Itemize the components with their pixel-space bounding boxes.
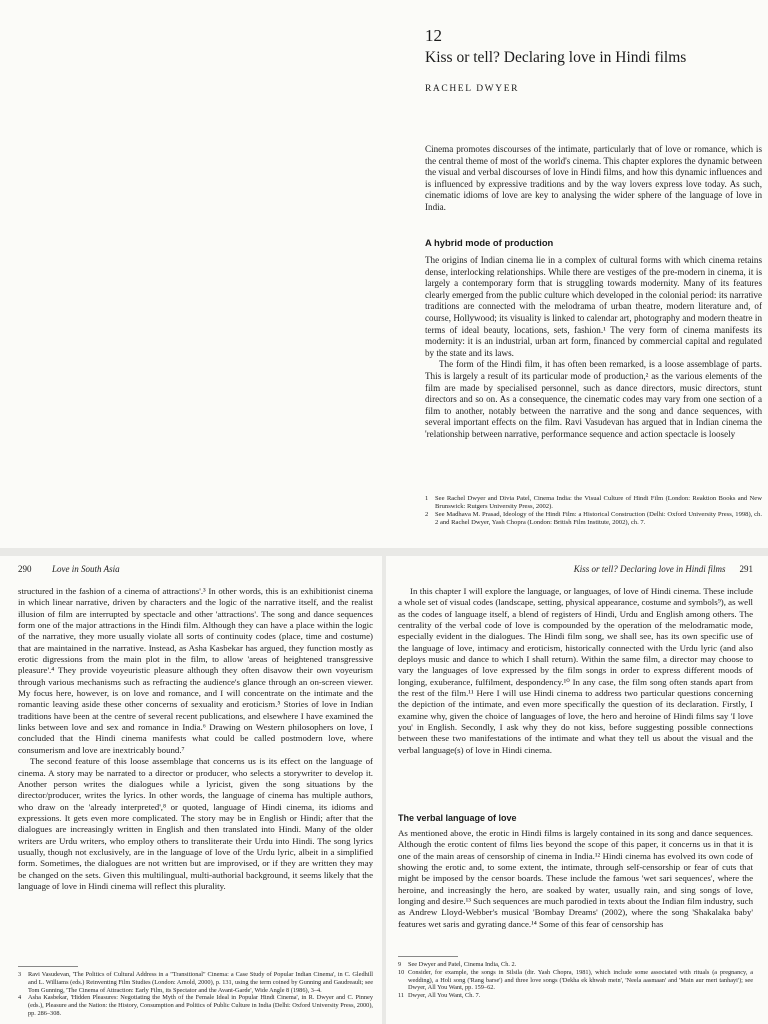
footnote-text: Consider, for example, the songs in Silsila (dir. Yash Chopra, 1981), which include some associated with rituals (a pregnancy, a wedding), a Holi song ('Rang barse') and three love songs ('Dekha ek khwab mein', 'Neela aasmaan' and 'Main aur meri tanhayi'); see Dwyer, All You Want, pp. 159–62. (408, 968, 753, 992)
footnote-number: 3 (18, 971, 22, 978)
footnote-number: 10 (398, 968, 405, 976)
footnote-text: Ravi Vasudevan, 'The Politics of Cultural Address in a "Transitional" Cinema: a Case Study of Popular Indian Cinema', in C. Gledhill and L. Williams (eds.) Reinventing Film Studies (London: Arnold, 2000), p. 131, using the term coined by Gunning and Gaudreault; see Tom Gunning, 'The Cinema of Attraction: Early Film, its Spectator and the Avant-Garde', Wide Angle 8 (1986), 3–4. (28, 971, 373, 994)
footnote-number: 1 (425, 495, 429, 502)
footnote (425, 511, 762, 527)
footnotes (18, 971, 373, 1018)
chapter-author: RACHEL DWYER (425, 84, 520, 94)
body-paragraph: In this chapter I will explore the language, or languages, of love of Hindi cinema. These include a whole set of visual codes (landscape, setting, physical appearance, costume and symbols⁹), as well as the codes of language itself, a blend of registers of Hindi, Urdu and English among others. The centrality of the verbal code of love is compounded by the operation of the melodramatic mode, especially evident in the dialogues. The Hindi film song, we shall see, has its own specific use of the language of love, intimacy and eroticism, historically connected with the Urdu lyric (and also deploys music and dance to which I shall return). Within the same film, a director may choose to vary the languages of love expressed by the film songs in order to express different moods of longing, exuberance, fulfilment, despondency.¹⁰ In any case, the film song often stands apart from the rest of the film.¹¹ Here I will use Hindi cinema to address two particular questions concerning the depiction of the intimate, and even more specifically the question of its declaration. Firstly, I examine why, given the choice of languages of love, the hero and heroine of Hindi films say 'I love you' in English. Secondly, I ask why they do not kiss, before suggesting possible connections between these two manifestations of the intimate and what they tell us about the visual and the verbal language(s) of love in Hindi cinema. (398, 586, 753, 755)
page-number: 291 (739, 564, 753, 574)
footnote-text: See Madhava M. Prasad, Ideology of the Hindi Film: a Historical Construction (Delhi: Oxford University Press, 1998), ch. 2 and Rachel Dwyer, Yash Chopra (London: British Film Institute, 2002), ch. 7. (435, 511, 762, 527)
chapter-title: Kiss or tell? Declaring love in Hindi films (425, 49, 687, 66)
body-text (398, 586, 753, 756)
footnote (398, 969, 753, 992)
footnote (398, 992, 753, 1000)
footnote-text: See Dwyer and Patel, Cinema India, Ch. 2. (408, 961, 517, 968)
section-heading-hybrid: A hybrid mode of production (425, 237, 554, 248)
right-page (386, 556, 768, 1024)
footnote-text: See Rachel Dwyer and Divia Patel, Cinema India: the Visual Culture of Hindi Film (London: Reaktion Books and New Brunswick: Rutgers University Press, 2002). (435, 495, 762, 511)
body-paragraph: The origins of Indian cinema lie in a complex of cultural forms with which cinema retains dense, interlocking relationships. While there are vestiges of the pre-modern in cinema, it is largely a contemporary form that is struggling towards modernity. Many of its features clearly emerged from the public culture which developed in the colonial period: its narrative traditions are connected with the melodrama of urban theatre, modern literature and, of course, Hollywood; its visuality is linked to calendar art, photography and modern theatre in terms of ideal beauty, locations, sets, fashion.¹ The very form of cinema manifests its modernity: it is an industrial, urban art form, financed by commercial capital and regulated by the state and its laws. (425, 255, 762, 358)
body-paragraph: The form of the Hindi film, it has often been remarked, is a loose assemblage of parts. This is largely a result of its particular mode of production,² as the various elements of the film are made by specialised personnel, such as dance directors, music directors, stunt directors and so on. As a consequence, the cinematic codes may vary from one section of a film to another, notably between the narrative and the song and dance sequences, with several important effects on the film. Ravi Vasudevan has argued that in Indian cinema the 'relationship between narrative, performance sequence and action spectacle is loosely (425, 359, 762, 439)
section-body-hybrid (425, 255, 762, 441)
running-header (398, 564, 753, 574)
footnote-rule (398, 956, 458, 957)
footnote-number: 2 (425, 511, 429, 519)
section-body-verbal (398, 828, 753, 930)
running-head-title: Love in South Asia (52, 564, 120, 574)
footnote (425, 495, 762, 511)
footnote-number: 11 (398, 992, 405, 1000)
footnote-text: Asha Kasbekar, 'Hidden Pleasures: Negotiating the Myth of the Female Ideal in Popular Hindi Cinema', in R. Dwyer and C. Pinney (eds.), Pleasure and the Nation: the History, Consumption and Politics of Public Culture in India (Delhi: Oxford University Press, 2000), pp. 286–308. (28, 994, 373, 1017)
footnote-text: Dwyer, All You Want, Ch. 7. (408, 992, 481, 1000)
running-header (18, 564, 373, 574)
footnote-number: 4 (18, 994, 22, 1002)
section-heading-verbal: The verbal language of love (398, 813, 517, 823)
footnote (398, 961, 753, 969)
body-paragraph: structured in the fashion of a cinema of attractions'.³ In other words, this is an exhibitionist cinema in which linear narrative, driven by characters and the logic of the narrative itself, and the realist illusion of film are interrupted by spectacle and other 'attractions'. The song and dance sequences form one of the major attractions in the Hindi film. Although they can have a place within the logic of the narrative, they more usually violate all sorts of continuity codes (place, time and costume) that are maintained in the narrative. Instead, as Asha Kasbekar has argued, they function mostly as erotic digressions from the main plot in the film, to allow 'areas of heightened transgressive pleasure'.⁴ They provide voyeuristic pleasure although they often disavow their own voyeurism through various mechanisms such as refracting the audience's glance through an on-screen viewer. My focus here, however, is on love and romance, and I will concentrate on the intimate and the romantic leaving aside these other concerns of sexuality and eroticism.⁵ Stories of love in Indian traditions have been at the centre of several recent publications, and elsewhere I have examined the links between love and sex and romance in India.⁶ Drawing on Western philosophers on love, I concluded that the Hindi cinema manifests what could be called postmodern love, where consumerism and love are inextricably bound.⁷ (18, 586, 373, 755)
footnotes (398, 961, 753, 1000)
body-text (18, 586, 373, 892)
footnote (18, 971, 373, 994)
footnotes (425, 495, 762, 527)
body-paragraph: The second feature of this loose assemblage that concerns us is its effect on the language of cinema. A story may be narrated to a director or producer, who selects a storywriter to develop it. Another person writes the dialogues while a lyricist, given the song situations by the director/producer, writes the lyrics. In other words, the language of cinema has multiple authors, who draw on the 'already interpreted',⁸ or quoted, language of Hindi cinema, its idioms and expressions. It gets even more complicated. The story may be in English or Hindi; after that the dialogues are increasingly written in English and then translated into Hindi. Many of the older writers are Urdu writers, who employ others to transliterate their Urdu into Hindi. The song lyrics usually, though not exclusively, are in the language of love of the Urdu lyric, albeit in a simplified form. Sometimes, the dialogues are not written but are improvised, or if they are written they may be changed on the sets. Given this multilingual, multi-authorial background, it seems likely that the language of love in Hindi cinema will reflect this plurality. (18, 756, 373, 891)
page-number: 290 (18, 564, 32, 574)
chapter-intro: Cinema promotes discourses of the intimate, particularly that of love or romance, which is the central theme of most of the world's cinema. This chapter explores the dynamic between the visual and verbal discourses of love in Hindi films, and how this dynamic influences and is influenced by expressive traditions and by the way lovers express love today. As such, cinematic idioms of love are key to analysing the wider sphere of the language of love in India. (425, 144, 762, 212)
chapter-number: 12 (425, 26, 442, 45)
left-page (0, 556, 382, 1024)
footnote-rule (18, 966, 78, 967)
body-paragraph: As mentioned above, the erotic in Hindi films is largely contained in its song and dance sequences. Although the erotic content of films lies beyond the scope of this paper, it concerns us in that it is one of the main areas of censorship of cinema in India.¹² Hindi cinema has evolved its own code of showing the erotic and, to some extent, the intimate, through self-censorship or fear of cuts that might be imposed by the censor boards. These include the famous 'wet sari sequences', where the heroine, and increasingly the hero, are soaked by water, usually rain, and sing songs of love, longing and desire.¹³ Such sequences are much parodied in texts about the Indian film industry, such as Andrew Lloyd-Webber's musical 'Bombay Dreams' (2002), where the song 'Shakalaka baby' features wet saris and gyrating dance.¹⁴ Some of this fear of censorship has (398, 828, 753, 929)
running-head-title: Kiss or tell? Declaring love in Hindi films (573, 564, 726, 574)
footnote-number: 9 (398, 961, 402, 968)
footnote (18, 994, 373, 1017)
